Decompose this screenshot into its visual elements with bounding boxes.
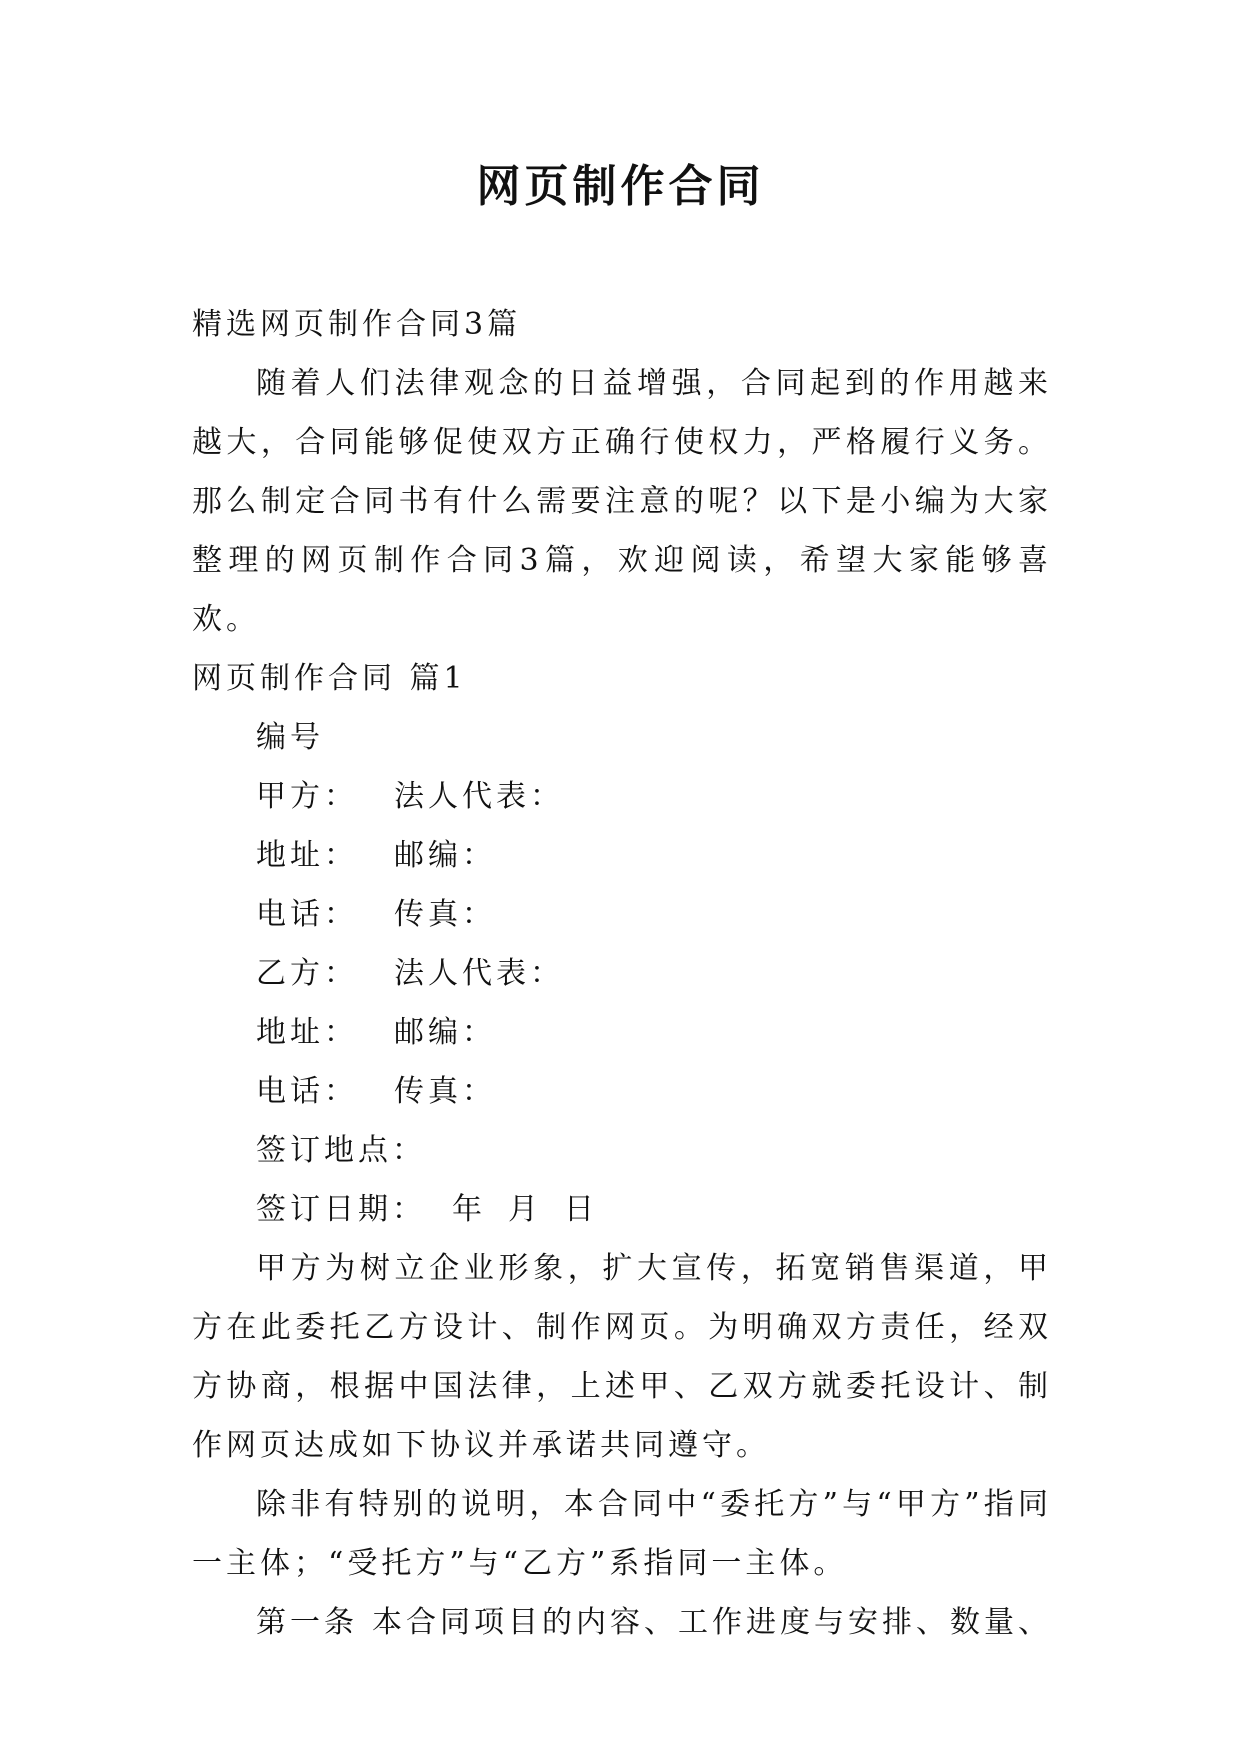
signing-date-year: 年 (452, 1192, 486, 1227)
party-a-address-line (192, 826, 1052, 885)
party-a-line (192, 767, 1052, 826)
document-title: 网页制作合同 (476, 161, 765, 212)
party-a-rep-label: 法人代表： (394, 779, 564, 814)
intro-paragraph: 随着人们法律观念的日益增强，合同起到的作用越来越大，合同能够促使双方正确行使权力，严格履行义务。那么制定合同书有什么需要注意的呢？以下是小编为大家整理的网页制作合同3篇，欢迎阅读，希望大家能够喜欢。 (192, 366, 1052, 637)
party-b-address-label: 地址： (256, 1015, 358, 1050)
party-a-label: 甲方： (256, 779, 358, 814)
party-a-postcode-label: 邮编： (394, 838, 496, 873)
contract-number-label: 编号 (256, 720, 324, 755)
party-b-rep-label: 法人代表： (394, 956, 564, 991)
signing-date-day: 日 (564, 1192, 598, 1227)
party-b-postcode-label: 邮编： (394, 1015, 496, 1050)
section-heading: 网页制作合同 篇1 (192, 661, 467, 696)
party-a-phone-line (192, 885, 1052, 944)
signing-place: 签订地点： (256, 1133, 426, 1168)
paragraph-definitions: 除非有特别的说明，本合同中“委托方”与“甲方”指同一主体；“受托方”与“乙方”系指同一主体。 (192, 1487, 1052, 1581)
party-b-label: 乙方： (256, 956, 358, 991)
party-a-address-label: 地址： (256, 838, 358, 873)
party-b-phone-label: 电话： (256, 1074, 358, 1109)
article-1-text: 本合同项目的内容、工作进度与安排、数量、 (372, 1605, 1052, 1640)
signing-date-label: 签订日期： (256, 1192, 426, 1227)
party-a-fax-label: 传真： (394, 897, 496, 932)
party-a-phone-label: 电话： (256, 897, 358, 932)
subtitle: 精选网页制作合同3篇 (192, 307, 522, 342)
article-1-label: 第一条 (256, 1605, 358, 1640)
party-b-line (192, 944, 1052, 1003)
article-1-line (192, 1593, 1052, 1652)
signing-date-month: 月 (508, 1192, 542, 1227)
paragraph-purpose: 甲方为树立企业形象，扩大宣传，拓宽销售渠道，甲方在此委托乙方设计、制作网页。为明确双方责任，经双方协商，根据中国法律，上述甲、乙双方就委托设计、制作网页达成如下协议并承诺共同遵守。 (192, 1251, 1052, 1463)
party-b-address-line (192, 1003, 1052, 1062)
document-body (192, 295, 1052, 1652)
party-b-phone-line (192, 1062, 1052, 1121)
party-b-fax-label: 传真： (394, 1074, 496, 1109)
signing-date-line (192, 1180, 1052, 1239)
